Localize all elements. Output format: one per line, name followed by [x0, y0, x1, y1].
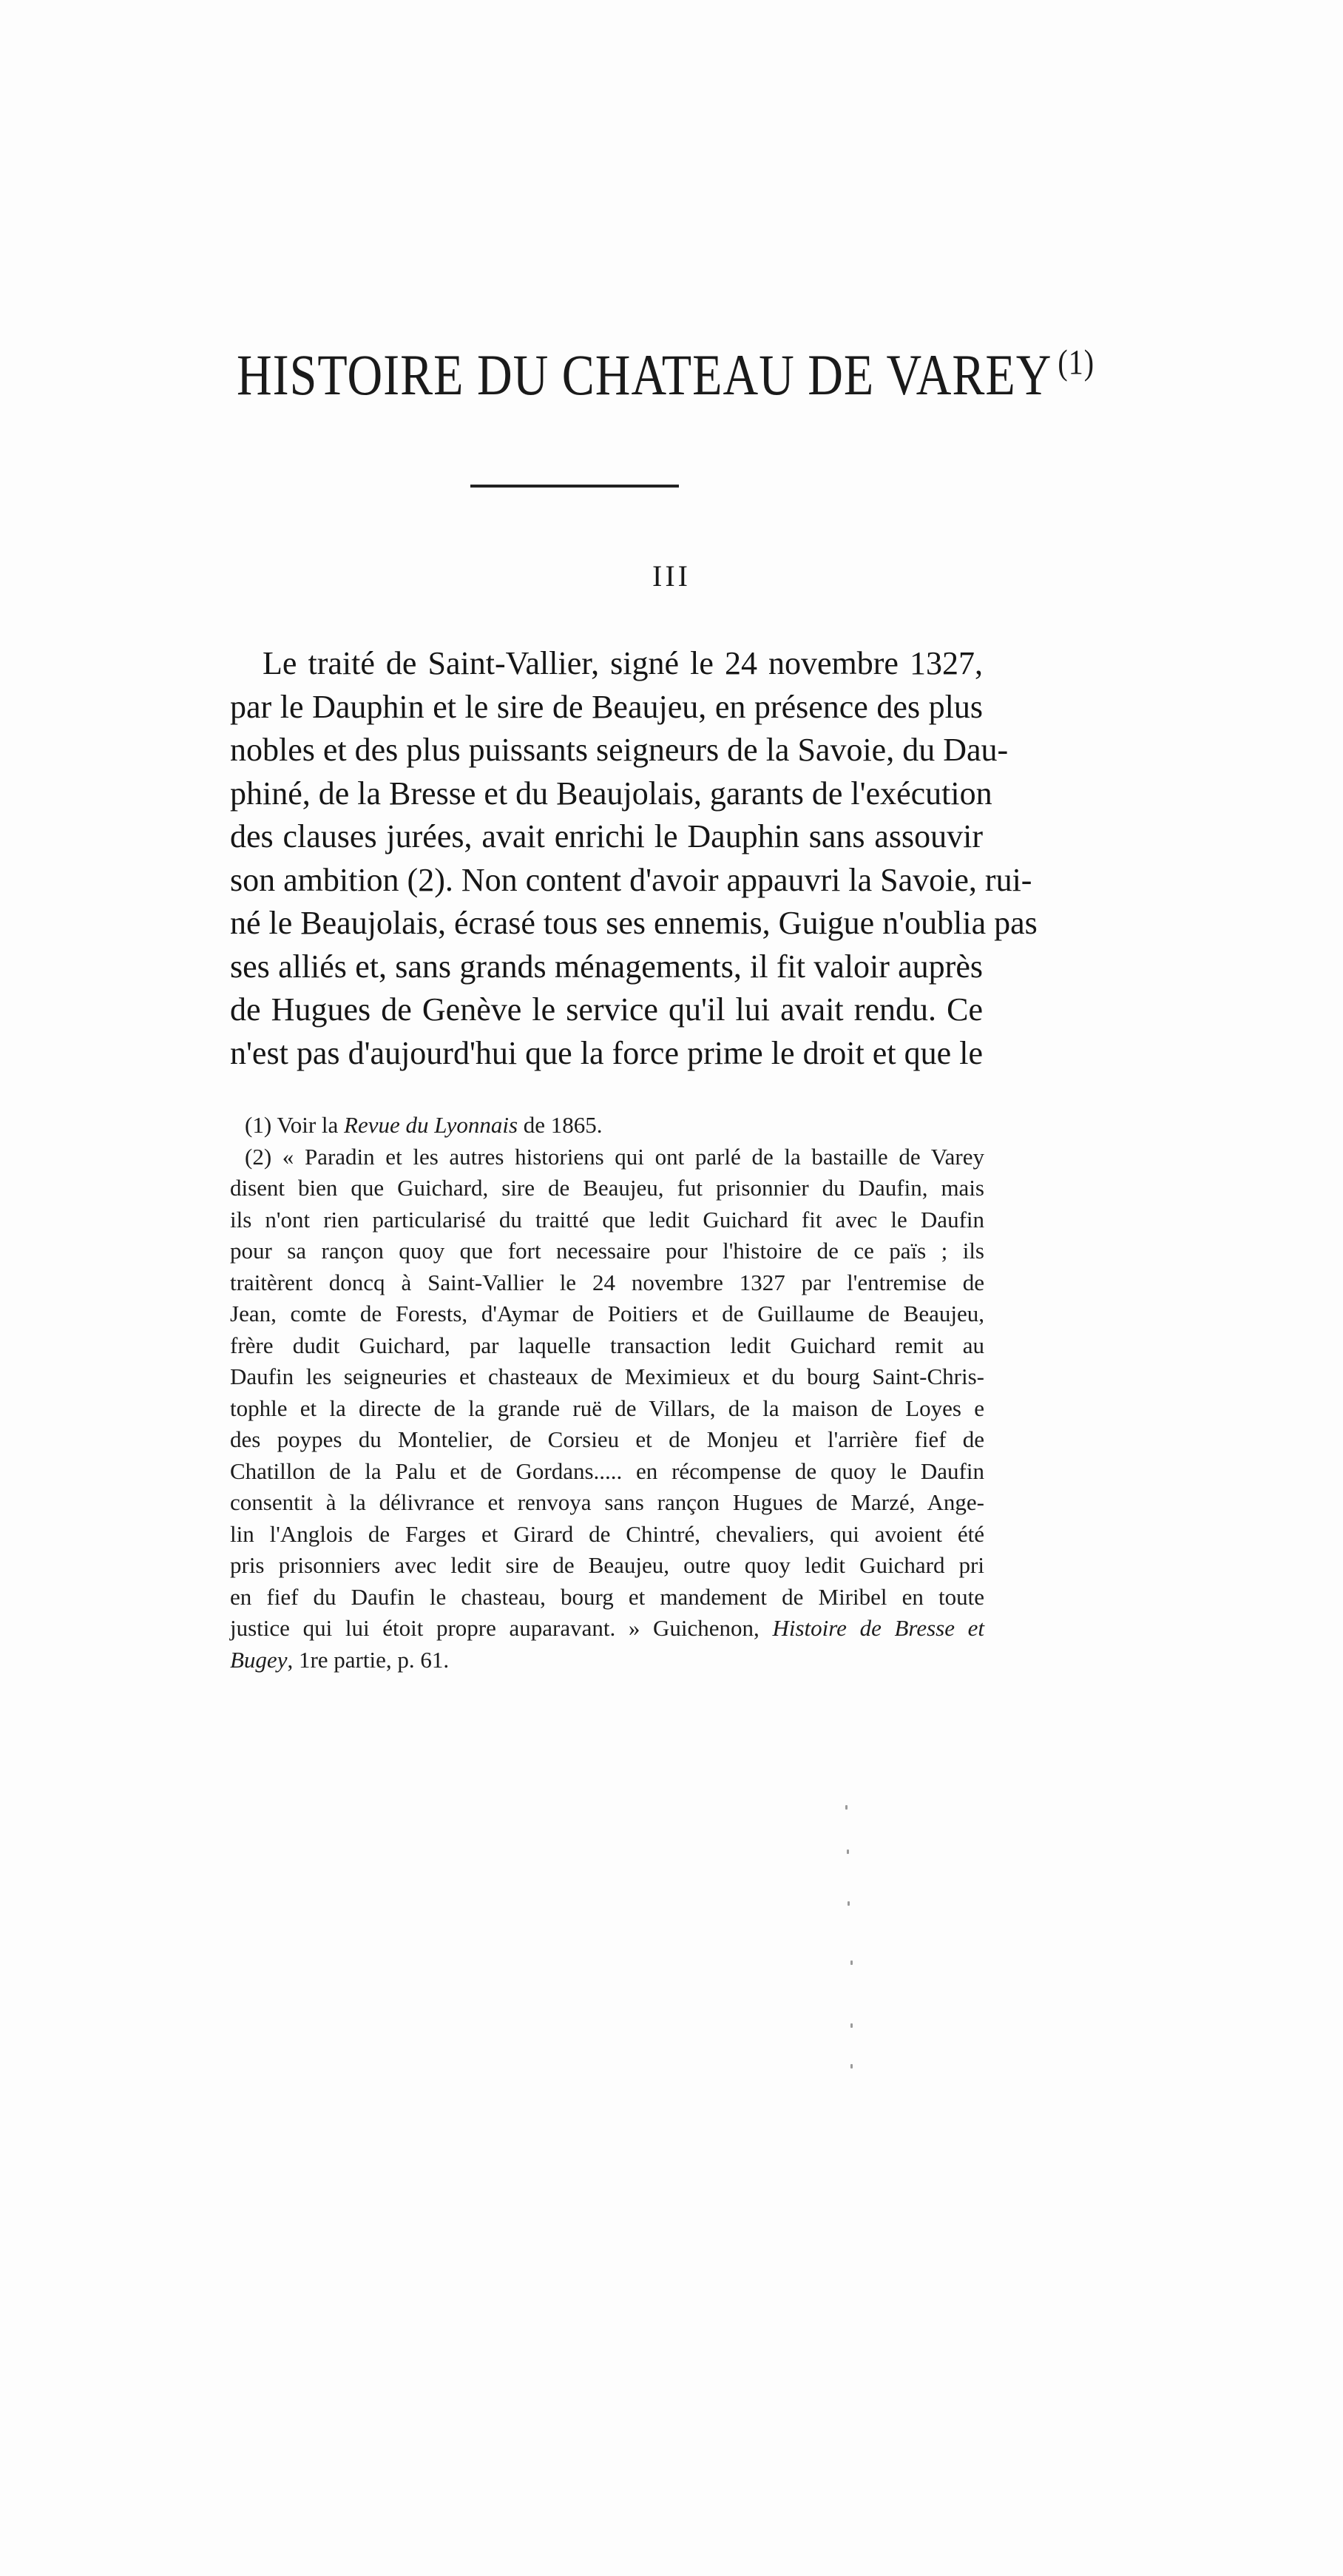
body-line: par le Dauphin et le sire de Beaujeu, en présence des plus: [230, 688, 983, 725]
footnote-2-citation-title: Histoire de Bresse et: [772, 1615, 985, 1641]
body-line: des clauses jurées, avait enrichi le Dauphin sans assouvir: [230, 818, 983, 854]
footnote-2-citation-title-end: Bugey: [230, 1646, 288, 1673]
body-line: n'est pas d'aujourd'hui que la force prime le droit et que le: [230, 1034, 983, 1071]
body-line: né le Beaujolais, écrasé tous ses ennemis, Guigue n'oublia pas: [230, 905, 1038, 941]
footnote-2-line: Jean, comte de Forests, d'Aymar de Poitiers et de Guillaume de Beaujeu,: [230, 1301, 984, 1326]
scan-speck: [850, 2023, 853, 2028]
section-number: III: [652, 559, 691, 593]
footnote-2-line: consentit à la délivrance et renvoya sans rançon Hugues de Marzé, Ange-: [230, 1489, 984, 1515]
scan-speck: [847, 1850, 849, 1854]
footnote-2-line: Chatillon de la Palu et de Gordans..... en récompense de quoy le Daufin: [230, 1457, 984, 1484]
footnote-2-line: pris prisonniers avec ledit sire de Beaujeu, outre quoy ledit Guichard pri: [230, 1552, 984, 1578]
scan-speck: [850, 1960, 853, 1965]
footnote-2-line: [230, 1613, 984, 1645]
footnote-2-line: en fief du Daufin le chasteau, bourg et mandement de Miribel en toute: [230, 1583, 984, 1610]
footnote-1-suffix: de 1865.: [523, 1112, 603, 1138]
footnote-2-line: [230, 1645, 984, 1676]
footnote-2-line: traitèrent doncq à Saint-Vallier le 24 novembre 1327 par l'entremise de: [230, 1269, 984, 1295]
footnote-2-line: Daufin les seigneuries et chasteaux de Meximieux et du bourg Saint-Chris-: [230, 1363, 984, 1389]
footnote-2-citation-prefix: justice qui lui étoit propre auparavant. » Guichenon,: [230, 1615, 760, 1641]
body-paragraph: [230, 642, 1038, 1075]
footnote-2-line: (2) « Paradin et les autres historiens qui ont parlé de la bastaille de Varey: [245, 1143, 984, 1170]
title-divider: [470, 485, 679, 488]
body-line: ses alliés et, sans grands ménagements, il fit valoir auprès: [230, 948, 983, 985]
footnote-2-citation-suffix: , 1re partie, p. 61.: [287, 1646, 450, 1673]
footnote-2-line: ils n'ont rien particularisé du traitté que ledit Guichard fit avec le Daufin: [230, 1206, 984, 1233]
footnote-2-line: lin l'Anglois de Farges et Girard de Chintré, chevaliers, qui avoient été: [230, 1520, 984, 1547]
title-footnote-ref: (1): [1058, 343, 1095, 382]
body-line: nobles et des plus puissants seigneurs de la Savoie, du Dau-: [230, 732, 1009, 768]
footnote-2-line: disent bien que Guichard, sire de Beaujeu, fut prisonnier du Daufin, mais: [230, 1175, 984, 1201]
scan-speck: [850, 2064, 853, 2068]
page-title: [237, 342, 1095, 409]
footnote-2-line: frère dudit Guichard, par laquelle transaction ledit Guichard remit au: [230, 1332, 984, 1358]
footnote-1-source: Revue du Lyonnais: [344, 1112, 518, 1138]
body-line: Le traité de Saint-Vallier, signé le 24 novembre 1327,: [263, 645, 983, 681]
footnote-2-line: tophle et la directe de la grande ruë de Villars, de la maison de Loyes e: [230, 1395, 984, 1421]
footnote-1: [230, 1110, 984, 1142]
scan-speck: [848, 1901, 850, 1906]
body-line: de Hugues de Genève le service qu'il lui avait rendu. Ce: [230, 991, 983, 1028]
footnote-1-prefix: (1) Voir la: [245, 1112, 339, 1138]
title-text: HISTOIRE DU CHATEAU DE VAREY: [237, 343, 1052, 408]
footnotes: [230, 1110, 984, 1676]
body-line: son ambition (2). Non content d'avoir appauvri la Savoie, rui-: [230, 861, 1032, 898]
scan-speck: [845, 1805, 848, 1810]
footnote-2-line: pour sa rançon quoy que fort necessaire pour l'histoire de ce païs ; ils: [230, 1238, 984, 1264]
footnote-2-line: des poypes du Montelier, de Corsieu et de Monjeu et l'arrière fief de: [230, 1426, 984, 1452]
body-line: phiné, de la Bresse et du Beaujolais, garants de l'exécution: [230, 775, 992, 812]
